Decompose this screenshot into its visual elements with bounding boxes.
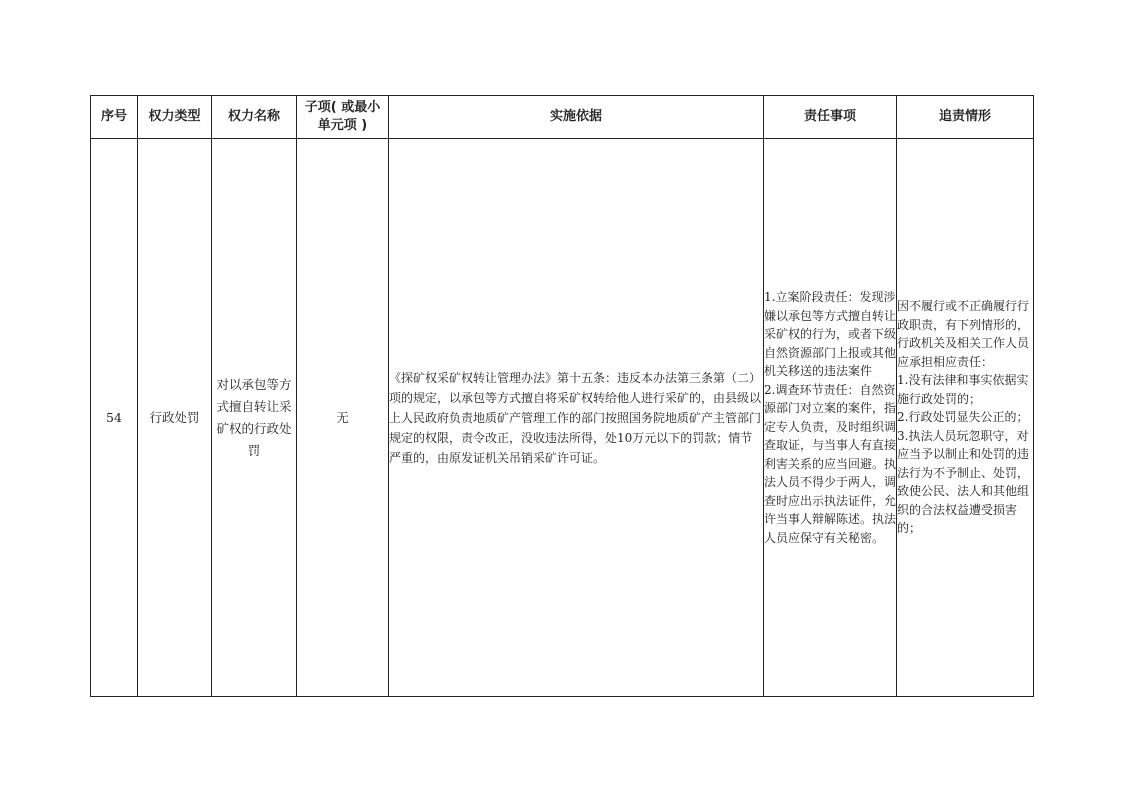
- header-sub-item-line1: 子项( 或最小: [304, 100, 381, 115]
- cell-seq: 54: [91, 139, 138, 697]
- header-basis: 实施依据: [389, 96, 764, 139]
- header-sub-item: [297, 96, 389, 139]
- header-sub-item-line2: 单元项 ): [317, 118, 368, 133]
- header-seq: 序号: [91, 96, 138, 139]
- header-accountability: 追责情形: [897, 96, 1034, 139]
- cell-responsibility: 1.立案阶段责任：发现涉嫌以承包等方式擅自转让采矿权的行为，或者下级自然资源部门上报或其他机关移送的违法案件 2.调查环节责任：自然资源部门对立案的案件，指定专人负责，及时组织调查取证，与当事人有直接利害关系的应当回避。执法人员不得少于两人，调查时应出示执法证件，允许当事人辩解陈述。执法人员应保守有关秘密。: [764, 139, 897, 697]
- cell-accountability: 因不履行或不正确履行行政职责，有下列情形的，行政机关及相关工作人员应承担相应责任： 1.没有法律和事实依据实施行政处罚的； 2.行政处罚显失公正的； 3.执法人员玩忽职守，对应当予以制止和处罚的违法行为不予制止、处罚，致使公民、法人和其他组织的合法权益遭受损害的；: [897, 139, 1034, 697]
- power-list-table: [90, 95, 1034, 697]
- cell-power-name: 对以承包等方式擅自转让采矿权的行政处罚: [212, 139, 297, 697]
- header-power-name: 权力名称: [212, 96, 297, 139]
- cell-power-type: 行政处罚: [138, 139, 212, 697]
- header-power-type: 权力类型: [138, 96, 212, 139]
- table-row: [91, 139, 1034, 697]
- header-row: [91, 96, 1034, 139]
- header-responsibility: 责任事项: [764, 96, 897, 139]
- cell-basis: 《探矿权采矿权转让管理办法》第十五条：违反本办法第三条第（二）项的规定，以承包等方式擅自将采矿权转给他人进行采矿的，由县级以上人民政府负责地质矿产管理工作的部门按照国务院地质矿产主管部门规定的权限，责令改正，没收违法所得，处10万元以下的罚款；情节严重的，由原发证机关吊销采矿许可证。: [389, 139, 764, 697]
- cell-sub-item: 无: [297, 139, 389, 697]
